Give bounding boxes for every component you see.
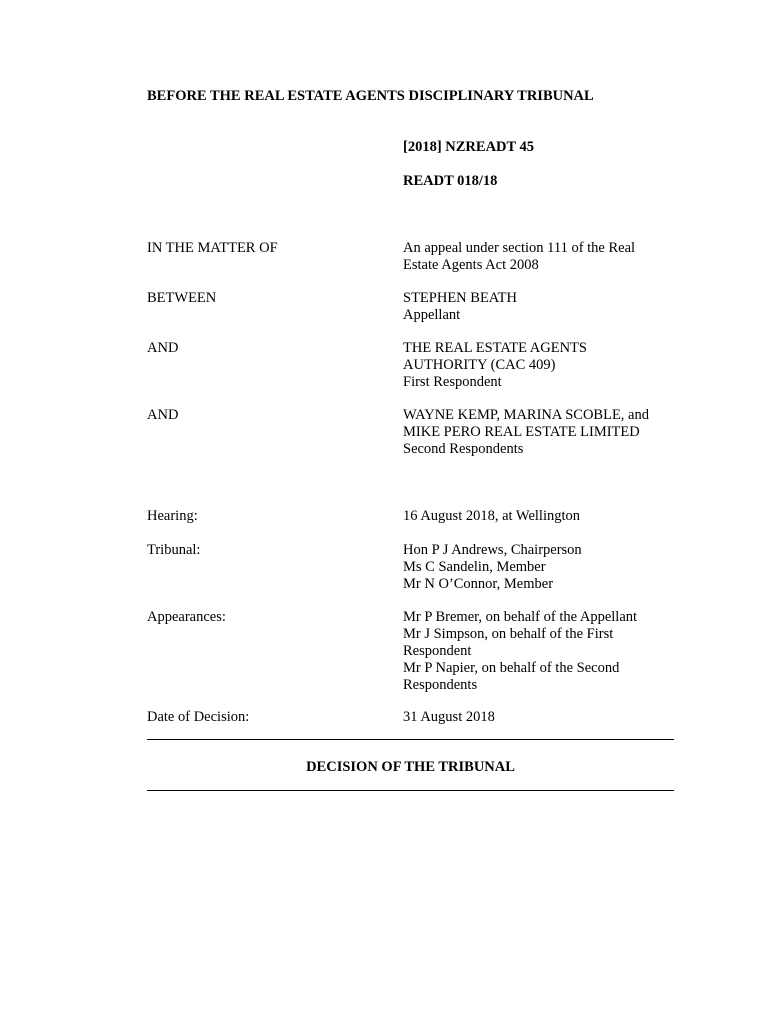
and-label: AND [147, 340, 179, 356]
matter-line: An appeal under section 111 of the Real [403, 240, 636, 256]
and-label: AND [147, 407, 179, 423]
hearing-value [403, 508, 675, 525]
date-of-decision-value [403, 709, 675, 726]
decision-title: DECISION OF THE TRIBUNAL [306, 759, 515, 775]
second-respondents-role: Second Respondents [403, 441, 524, 457]
file-number: READT 018/18 [403, 173, 498, 189]
between-label: BETWEEN [147, 290, 217, 306]
appellant-name: STEPHEN BEATH [403, 290, 517, 306]
tribunal-member: Mr N O’Connor, Member [403, 576, 554, 592]
first-respondent-name: THE REAL ESTATE AGENTS [403, 340, 587, 356]
appellant-role: Appellant [403, 307, 461, 323]
appearances-value [403, 609, 675, 694]
appearances-label: Appearances: [147, 609, 226, 625]
first-respondent-name: AUTHORITY (CAC 409) [403, 357, 556, 373]
hearing-label: Hearing: [147, 508, 198, 524]
tribunal-label: Tribunal: [147, 542, 201, 558]
appearance-line: Respondents [403, 677, 478, 693]
decision-date: 31 August 2018 [403, 709, 495, 725]
tribunal-members [403, 542, 675, 593]
date-of-decision-label: Date of Decision: [147, 709, 250, 725]
appearance-line: Mr P Bremer, on behalf of the Appellant [403, 609, 638, 625]
second-respondents-name: WAYNE KEMP, MARINA SCOBLE, and [403, 407, 649, 423]
hearing-date: 16 August 2018, at Wellington [403, 508, 580, 524]
appearance-line: Mr P Napier, on behalf of the Second [403, 660, 620, 676]
appearance-line: Respondent [403, 643, 472, 659]
second-respondents-name: MIKE PERO REAL ESTATE LIMITED [403, 424, 640, 440]
tribunal-heading: BEFORE THE REAL ESTATE AGENTS DISCIPLINARY TRIBUNAL [147, 88, 594, 104]
matter-value [403, 240, 675, 274]
first-respondent-role: First Respondent [403, 374, 502, 390]
tribunal-member: Hon P J Andrews, Chairperson [403, 542, 582, 558]
tribunal-member: Ms C Sandelin, Member [403, 559, 546, 575]
second-respondents-value [403, 407, 675, 458]
bottom-divider [147, 790, 674, 791]
appearance-line: Mr J Simpson, on behalf of the First [403, 626, 614, 642]
matter-label: IN THE MATTER OF [147, 240, 278, 256]
first-respondent-value [403, 340, 675, 391]
matter-line: Estate Agents Act 2008 [403, 257, 539, 273]
between-value [403, 290, 675, 324]
top-divider [147, 739, 674, 740]
neutral-citation: [2018] NZREADT 45 [403, 139, 535, 155]
